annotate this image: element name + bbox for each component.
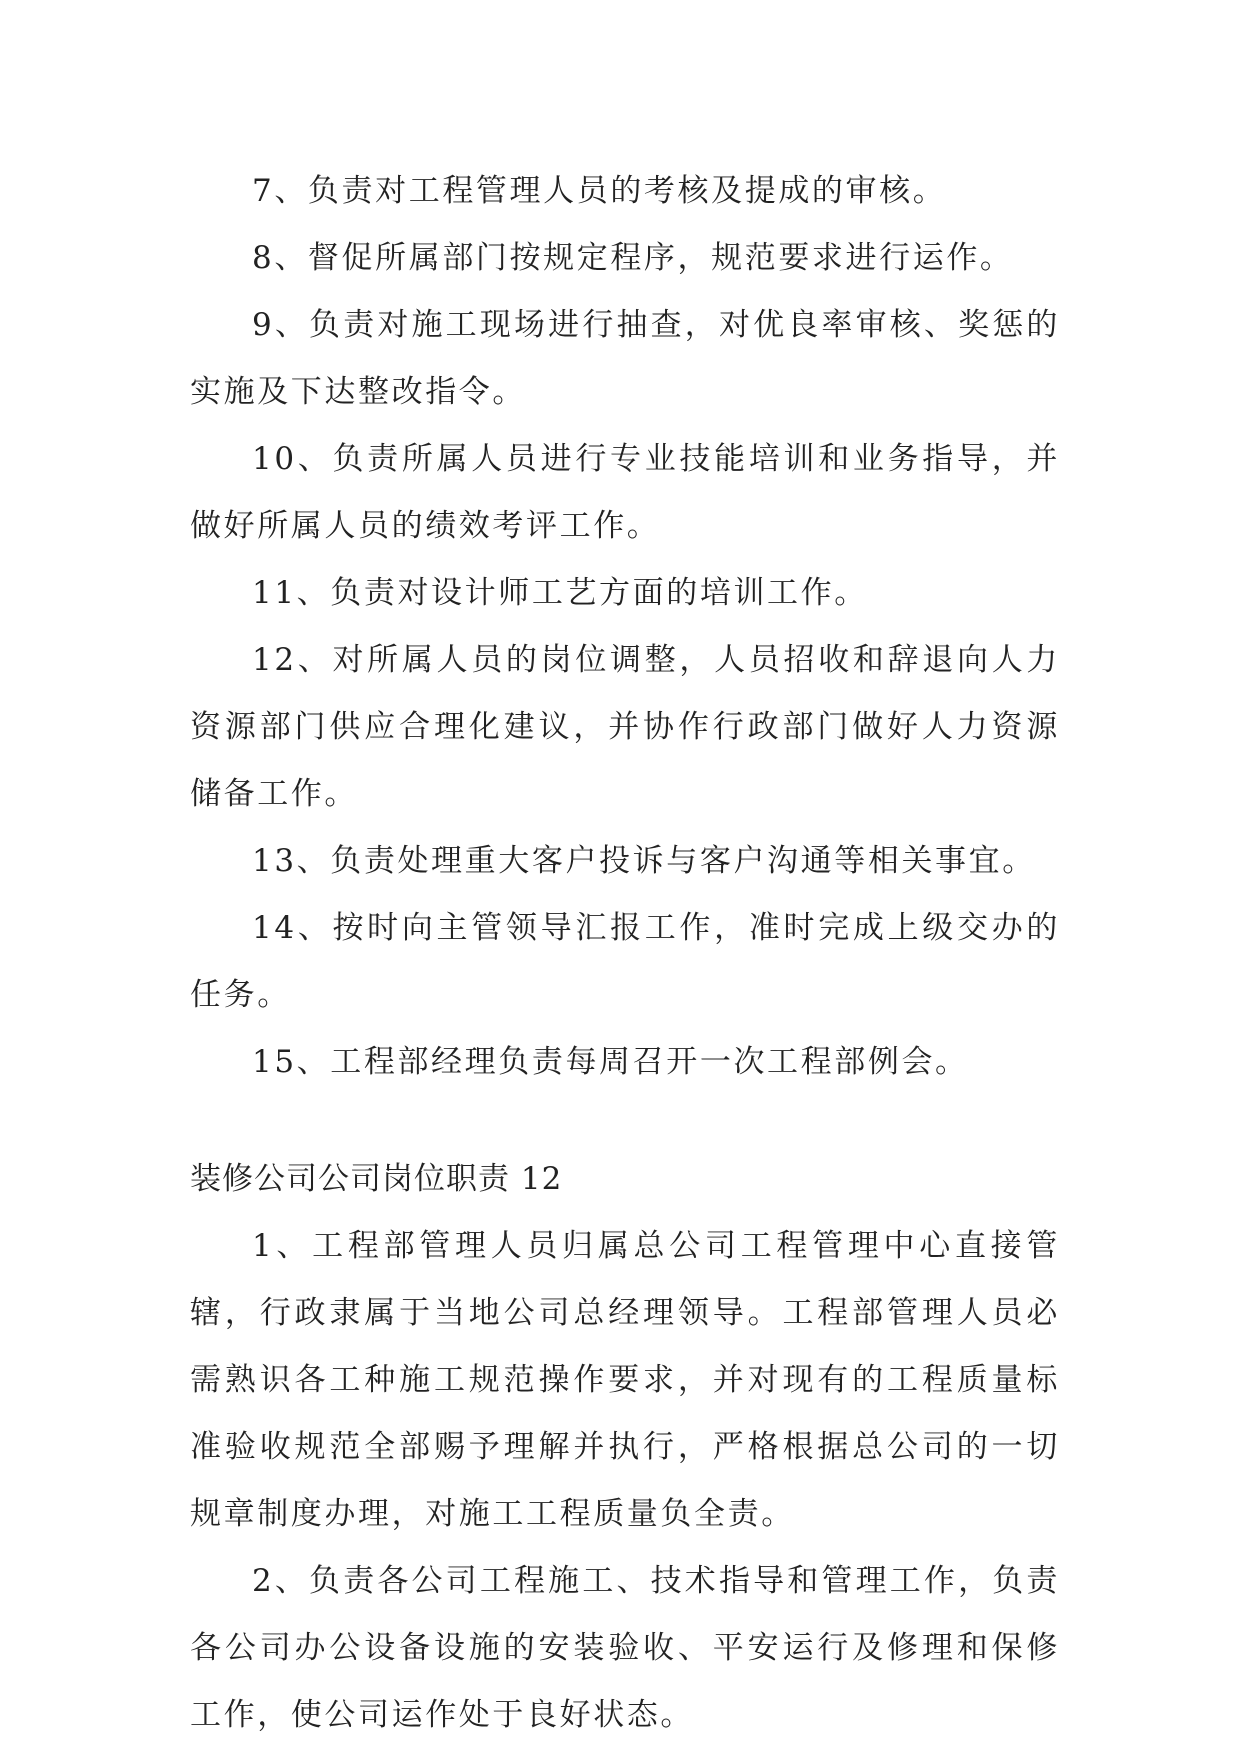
duty-item-12: 12、对所属人员的岗位调整，人员招收和辞退向人力资源部门供应合理化建议，并协作行政部门做好人力资源储备工作。 — [190, 642, 1060, 812]
duty-item-9: 9、负责对施工现场进行抽查，对优良率审核、奖惩的实施及下达整改指令。 — [190, 307, 1060, 410]
duty-item-10: 10、负责所属人员进行专业技能培训和业务指导，并做好所属人员的绩效考评工作。 — [190, 441, 1060, 544]
duty-item-8: 8、督促所属部门按规定程序，规范要求进行运作。 — [252, 240, 1014, 276]
duty-item-7: 7、负责对工程管理人员的考核及提成的审核。 — [252, 173, 947, 209]
duty-item-14: 14、按时向主管领导汇报工作，准时完成上级交办的任务。 — [190, 910, 1060, 1013]
section-duty-item-2: 2、负责各公司工程施工、技术指导和管理工作，负责各公司办公设备设施的安装验收、平安运行及修理和保修工作，使公司运作处于良好状态。 — [190, 1563, 1060, 1733]
duty-item-11: 11、负责对设计师工艺方面的培训工作。 — [252, 575, 868, 611]
duty-item-15: 15、工程部经理负责每周召开一次工程部例会。 — [252, 1044, 969, 1080]
document-body — [190, 158, 1060, 1749]
section-duty-item-1: 1、工程部管理人员归属总公司工程管理中心直接管辖，行政隶属于当地公司总经理领导。工程部管理人员必需熟识各工种施工规范操作要求，并对现有的工程质量标准验收规范全部赐予理解并执行，严格根据总公司的一切规章制度办理，对施工工程质量负全责。 — [190, 1228, 1060, 1532]
section-heading: 装修公司公司岗位职责 12 — [190, 1161, 563, 1197]
duty-item-13: 13、负责处理重大客户投诉与客户沟通等相关事宜。 — [252, 843, 1036, 879]
section-spacer — [190, 1096, 1060, 1146]
